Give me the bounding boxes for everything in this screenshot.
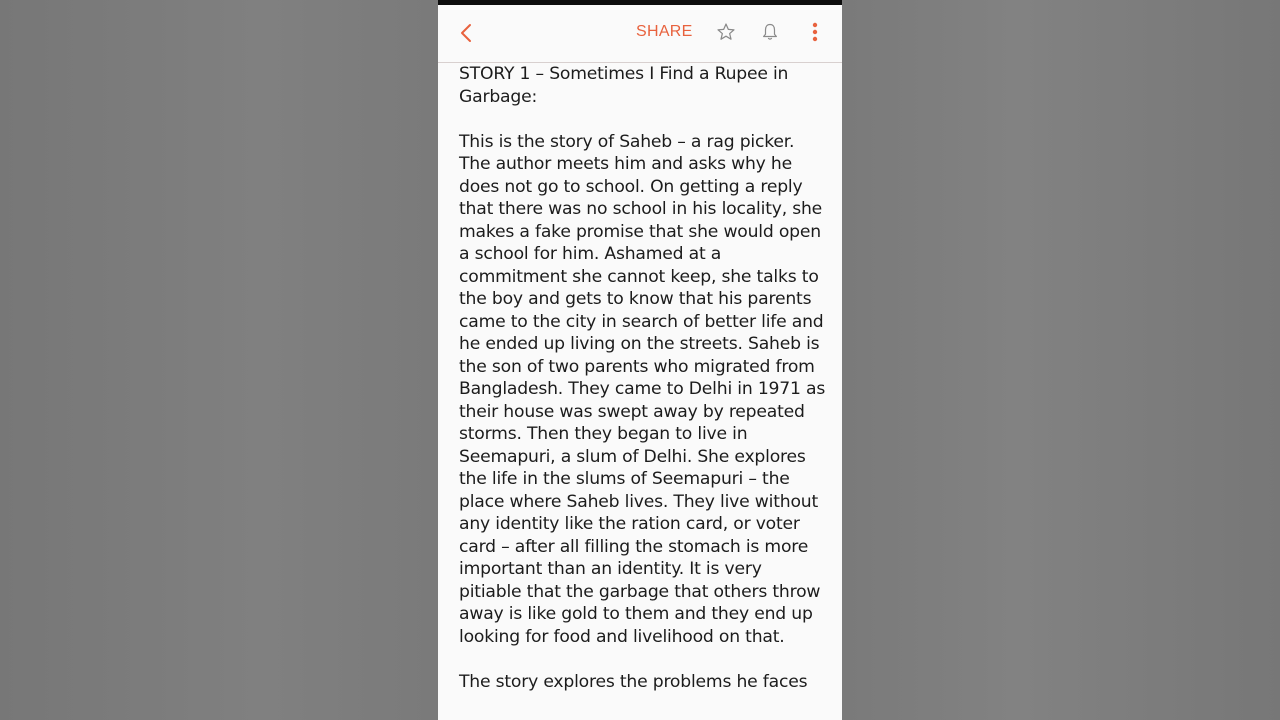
notification-button[interactable] [758,19,782,45]
share-button[interactable]: SHARE [636,23,693,40]
back-arrow-icon [459,22,473,44]
bell-icon [761,22,779,42]
app-toolbar [438,5,842,63]
story-title: STORY 1 – Sometimes I Find a Rupee in Garbage: [459,64,789,107]
blurred-background-right [842,0,1280,720]
more-options-button[interactable] [803,19,827,45]
more-vertical-icon [812,22,818,42]
article-paragraph: The story explores the problems he faces [459,671,808,692]
star-icon [716,22,736,42]
back-button[interactable] [454,19,478,47]
blurred-background-left [0,0,438,720]
article-content [459,40,827,693]
favorite-button[interactable] [714,19,738,45]
phone-screen [438,0,842,720]
article-paragraph: This is the story of Saheb – a rag picker. The author meets him and asks why he does not go to school. On getting a reply that there was no school in his locality, she makes a fake promise that she would open a school for him. Ashamed at a commitment she cannot keep, she talks to the boy and gets to know that his parents came to the city in search of better life and he ended up living on the streets. Saheb is the son of two parents who migrated from Bangladesh. They came to Delhi in 1971 as their house was swept away by repeated storms. Then they began to live in Seemapuri, a slum of Delhi. She explores the life in the slums of Seemapuri – the place where Saheb lives. They live without any identity like the ration card, or voter card – after all filling the stomach is more important than an identity. It is very pitiable that the garbage that others throw away is like gold to them and they end up looking for food and livelihood on that. [459,131,826,647]
